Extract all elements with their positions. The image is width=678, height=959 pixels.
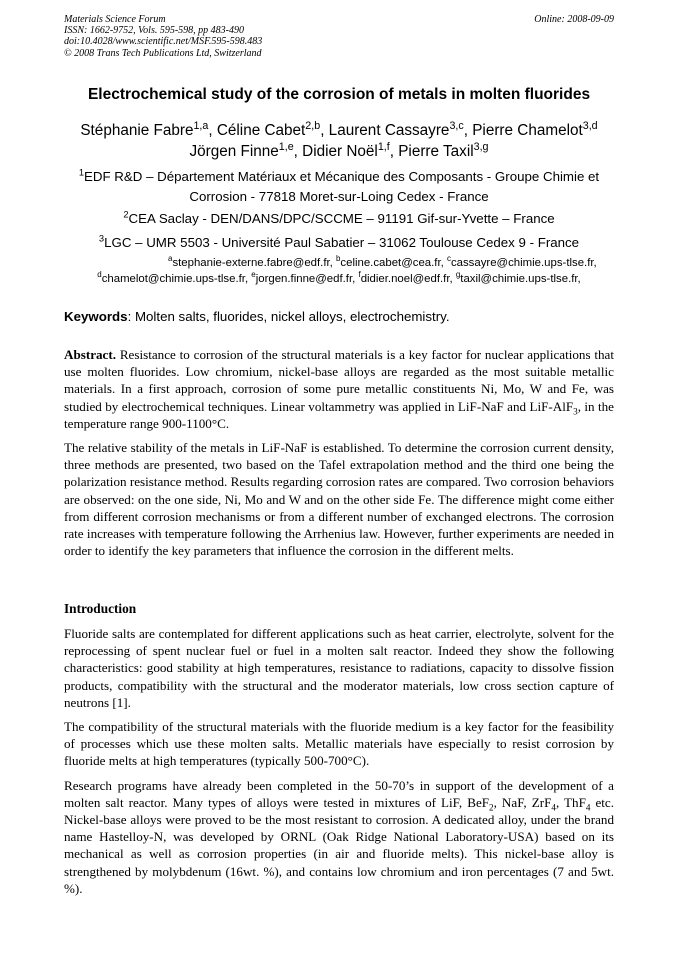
author-name: , Pierre Chamelot xyxy=(463,122,583,139)
journal-name: Materials Science Forum xyxy=(64,14,166,25)
abstract-label: Abstract. xyxy=(64,347,116,362)
author-line-2 xyxy=(40,141,638,162)
abstract-text: , in the temperature range 900-1100°C. xyxy=(64,398,614,431)
affiliation-text: EDF R&D – Département Matériaux et Mécanique des Composants - Groupe Chimie et Corrosion - 77818 Moret-sur-Loing Cedex - France xyxy=(84,169,600,204)
email-mark: g xyxy=(455,270,461,280)
paper-title: Electrochemical study of the corrosion of metals in molten fluorides xyxy=(87,86,591,103)
author-name: , Laurent Cassayre xyxy=(320,122,450,139)
author-affil-mark: 3,d xyxy=(582,119,598,132)
author-line-1 xyxy=(40,120,638,141)
affiliation-number: 1 xyxy=(78,167,85,178)
email-link[interactable]: jorgen.finne@edf.fr, xyxy=(255,273,359,285)
journal-copyright: © 2008 Trans Tech Publications Ltd, Switzerland xyxy=(64,47,262,59)
email-link[interactable]: celine.cabet@cea.fr, xyxy=(340,257,447,269)
email-mark: a xyxy=(168,254,173,264)
journal-header xyxy=(64,14,614,59)
author-affil-mark: 2,b xyxy=(305,119,321,132)
subscript: 3 xyxy=(573,406,578,417)
author-name: , Céline Cabet xyxy=(208,122,306,139)
introduction-paragraph-3 xyxy=(64,777,614,897)
online-date: Online: 2008-09-09 xyxy=(534,14,614,25)
abstract xyxy=(64,346,614,566)
email-line-2 xyxy=(20,272,658,287)
affiliation-3 xyxy=(60,233,618,253)
email-mark: f xyxy=(358,270,361,280)
affiliation-text: CEA Saclay - DEN/DANS/DPC/SCCME – 91191 Gif-sur-Yvette – France xyxy=(128,211,555,226)
affiliation-number: 3 xyxy=(98,233,105,244)
paragraph-text: Research programs have already been completed in the 50-70’s in support of the development of a molten salt reactor. Many types of alloys were tested in mixtures of LiF, BeF xyxy=(64,777,614,810)
email-mark: b xyxy=(335,254,341,264)
author-list xyxy=(40,120,638,162)
email-link[interactable]: stephanie-externe.fabre@edf.fr, xyxy=(172,257,336,269)
author-name: , Pierre Taxil xyxy=(389,143,474,160)
email-link[interactable]: chamelot@chimie.ups-tlse.fr, xyxy=(101,273,252,285)
journal-issn: ISSN: 1662-9752, Vols. 595-598, pp 483-490 xyxy=(64,25,244,37)
email-link[interactable]: cassayre@chimie.ups-tlse.fr, xyxy=(450,257,597,269)
keywords-text: : Molten salts, fluorides, nickel alloys, electrochemistry. xyxy=(127,309,450,324)
subscript: 4 xyxy=(585,802,591,813)
affiliation-1 xyxy=(60,167,618,207)
affiliation-number: 2 xyxy=(123,209,129,220)
keywords-label: Keywords xyxy=(64,309,128,324)
subscript: 4 xyxy=(551,802,556,813)
abstract-text: Resistance to corrosion of the structural materials is a key factor for nuclear applications that use molten fluorides. Low chromium, nickel-base alloys are regarded as the most suitable metallic materials. In a first approach, corrosion of some pure metallic constituents Ni, Mo, W and Fe, was studied by electrochemical techniques. Linear voltammetry was applied in LiF-NaF and LiF-AlF xyxy=(64,347,614,414)
paragraph-text: etc. Nickel-base alloys were proved to be the most resistant to corrosion. A dedicated alloy, under the brand name Hastelloy-N, was developed by ORNL (Oak Ridge National Laboratory-USA) based on its mechanical as well as corrosion properties (in air and fluoride melts). This nickel-base alloy is strengthened by molybdenum (16wt. %), and contains low chromium and iron percentages (7 and 5wt. %). xyxy=(64,794,615,896)
author-name: Stéphanie Fabre xyxy=(80,122,194,139)
paragraph-text: , NaF, ZrF xyxy=(493,794,552,810)
email-mark: d xyxy=(97,270,102,280)
email-line-1 xyxy=(168,256,597,271)
paragraph-text: , ThF xyxy=(555,794,586,810)
author-name: , Didier Noël xyxy=(293,143,378,160)
email-link[interactable]: didier.noel@edf.fr, xyxy=(360,273,456,285)
introduction-body xyxy=(64,625,614,904)
author-affil-mark: 1,e xyxy=(278,140,294,153)
introduction-paragraph-2: The compatibility of the structural materials with the fluoride medium is a key factor for the feasibility of processes which use these molten salts. Metallic materials have especially to resist corrosion by fluoride melts at high temperatures (typically 500-700°C). xyxy=(64,719,614,769)
affiliation-2 xyxy=(40,209,638,229)
email-link[interactable]: taxil@chimie.ups-tlse.fr, xyxy=(460,273,581,285)
author-affil-mark: 3,g xyxy=(473,140,489,153)
journal-doi: doi:10.4028/www.scientific.net/MSF.595-598.483 xyxy=(64,36,263,48)
abstract-paragraph-1 xyxy=(64,346,614,432)
keywords xyxy=(64,309,614,324)
email-mark: c xyxy=(446,254,451,264)
section-heading-introduction: Introduction xyxy=(64,601,137,616)
author-affil-mark: 1,f xyxy=(377,140,390,153)
introduction-paragraph-1: Fluoride salts are contemplated for different applications such as heat carrier, electrolyte, solvent for the reprocessing of spent nuclear fuel or fuel in a molten salt reactor. Indeed they show the following characteristics: good stability at high temperatures, resistance to radiations, capacity to dissolve fission products, compatibility with the structural and the moderator materials, low cross section capture of neutrons [1]. xyxy=(64,626,614,710)
author-affil-mark: 3,c xyxy=(449,119,464,132)
affiliation-text: LGC – UMR 5503 - Université Paul Sabatier – 31062 Toulouse Cedex 9 - France xyxy=(104,235,580,250)
subscript: 2 xyxy=(489,802,494,813)
abstract-paragraph-2: The relative stability of the metals in LiF-NaF is established. To determine the corrosion current density, three methods are presented, two based on the Tafel extrapolation method and the third one being the polarization resistance method. Results regarding corrosion rates are compared. Two corrosion behaviors are observed: on the one side, Ni, Mo and W and on the other side Fe. The difference might come either from different corrosion mechanisms or from a different number of exchanged electrons. The corrosion rate increases with temperature following the Arrhenius law. However, further experiments are needed in order to identify the key parameters that influence the corrosion in the different melts. xyxy=(64,440,614,559)
email-mark: e xyxy=(251,270,256,280)
author-affil-mark: 1,a xyxy=(193,119,209,132)
author-name: Jörgen Finne xyxy=(189,143,279,160)
